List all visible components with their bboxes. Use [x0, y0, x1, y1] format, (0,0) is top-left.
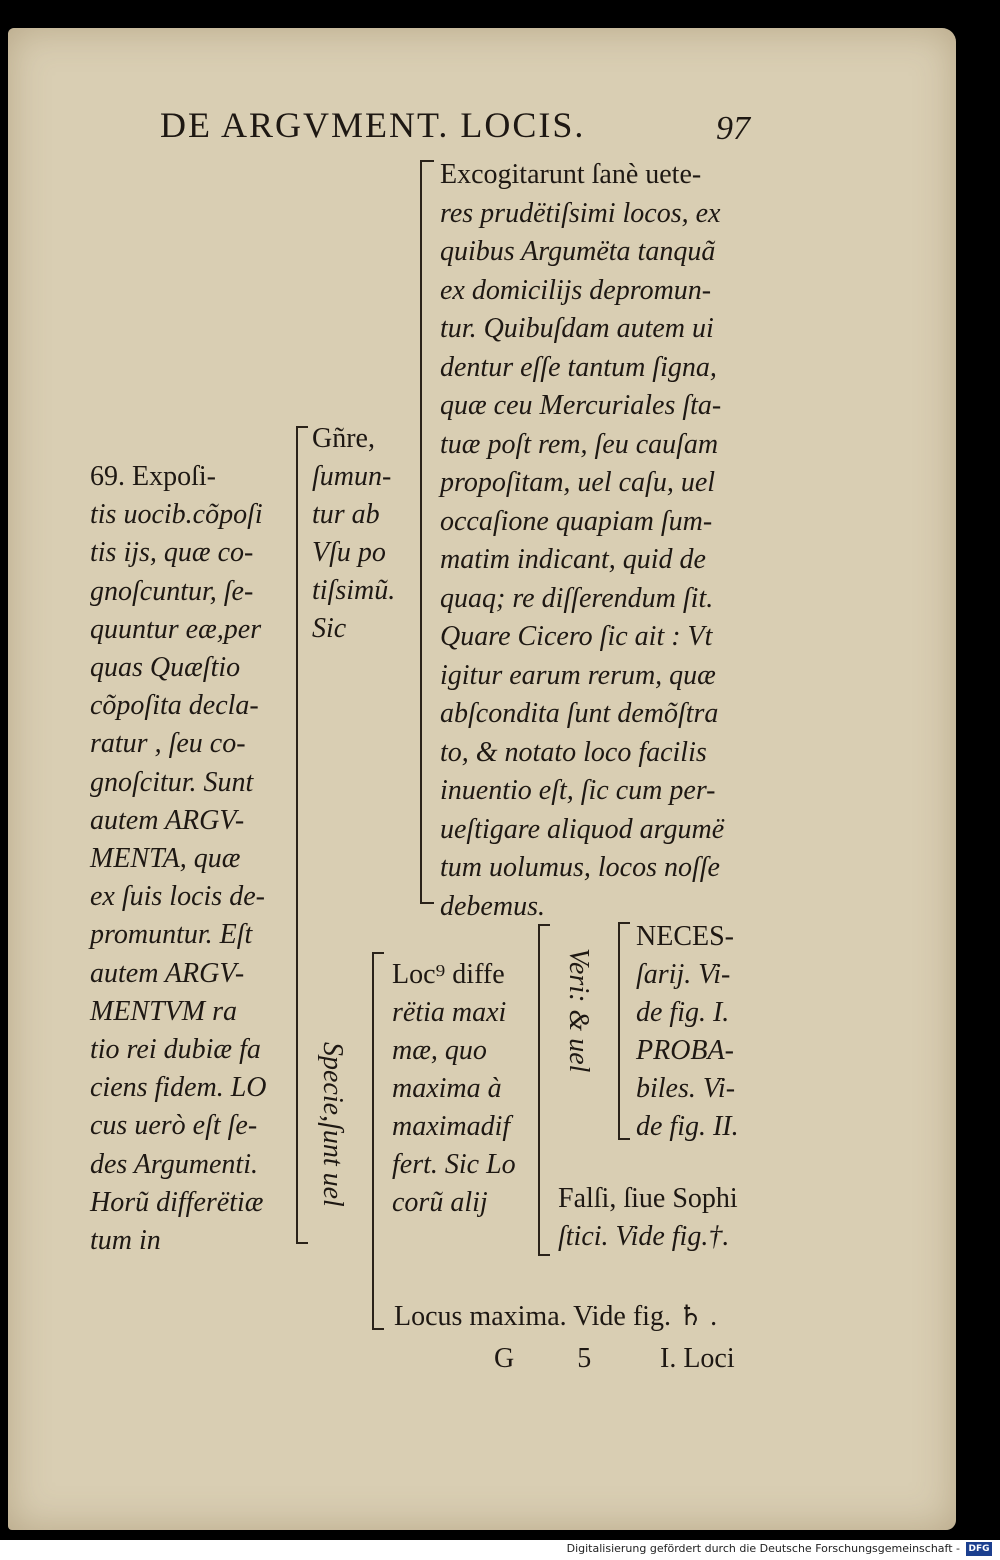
- right-column-line: ueſtigare aliquod argumë: [440, 813, 725, 845]
- running-head: DE ARGVMENT. LOCIS.: [160, 105, 586, 145]
- left-column-line: MENTVM ra: [90, 995, 237, 1027]
- left-column-line: tum in: [90, 1225, 161, 1256]
- right-column-line: quaq; re diſſerendum ſit.: [440, 582, 714, 614]
- genere-column-line: ſumun-: [312, 461, 392, 492]
- left-column-line: promuntur. Eſt: [90, 919, 253, 951]
- right-column-line: dentur eſſe tantum ſigna,: [440, 351, 717, 383]
- left-column-line: MENTA, quæ: [90, 843, 241, 874]
- right-column-line: tuæ poſt rem, ſeu cauſam: [440, 428, 719, 460]
- left-column-line: gnoſcitur. Sunt: [90, 766, 254, 798]
- genere-column-line: Sic: [312, 613, 347, 644]
- right-column-line: to, & notato loco facilis: [440, 736, 707, 768]
- loci-differentia-line: corũ alij: [392, 1187, 488, 1218]
- falsi-line: ſtici. Vide fig.†.: [558, 1221, 730, 1252]
- right-column-line: quibus Argumëta tanquã: [440, 236, 716, 267]
- right-column-line: tum uolumus, locos noſſe: [440, 852, 720, 883]
- left-column-line: gnoſcuntur, ſe-: [90, 575, 254, 607]
- left-column-line: tio rei dubiæ fa: [90, 1034, 261, 1065]
- right-column-line: occaſione quapiam ſum-: [440, 505, 713, 537]
- locus-maxima: [394, 1298, 717, 1336]
- genere-column-line: tiſsimũ.: [312, 575, 396, 606]
- loci-differentia-line: mæ, quo: [392, 1035, 487, 1066]
- locus-maxima-label: Locus maxima. Vide fig.: [394, 1301, 671, 1332]
- necessarii-line: PROBA-: [636, 1035, 734, 1066]
- right-column-line: igitur earum rerum, quæ: [440, 659, 716, 691]
- left-column-line: autem ARGV-: [90, 957, 245, 989]
- right-column-line: abſcondita ſunt demõſtra: [440, 698, 719, 729]
- symbol-glyph: ♄ .: [677, 1301, 718, 1332]
- bracket-veri: [538, 924, 550, 1256]
- bracket-specie: [372, 952, 384, 1330]
- catchword: I. Loci: [660, 1343, 735, 1374]
- left-column-line: des Argumenti.: [90, 1148, 258, 1180]
- specie-label: Specie,ſunt uel: [317, 1042, 348, 1207]
- left-column-line: 69. Expoſi-: [90, 461, 216, 492]
- right-column-line: inuentio eſt, ſic cum per-: [440, 775, 716, 806]
- right-column-line: ex domicilijs depromun-: [440, 274, 712, 306]
- left-column-line: tis uocib.cõpoſi: [90, 499, 263, 531]
- left-column-line: Horũ differëtiæ: [90, 1186, 264, 1218]
- left-column-line: ratur , ſeu co-: [90, 728, 246, 760]
- necessarii-line: de fig. I.: [636, 997, 730, 1028]
- genere-column-line: tur ab: [312, 499, 380, 530]
- veri-label: Veri: & uel: [563, 948, 594, 1073]
- right-column-line: debemus.: [440, 890, 545, 922]
- genere-column-line: Vſu po: [312, 537, 386, 568]
- bracket-right-block: [420, 160, 434, 904]
- digitization-footer: [0, 1540, 1000, 1560]
- footer-credit: Digitalisierung gefördert durch die Deutsche Forschungsgemeinschaft -: [566, 1542, 960, 1555]
- loci-differentia-line: maximadif: [392, 1111, 511, 1142]
- right-column-line: quæ ceu Mercuriales ſta-: [440, 390, 722, 421]
- loci-differentia-line: maxima à: [392, 1073, 502, 1104]
- left-column-line: cus uerò eſt ſe-: [90, 1110, 258, 1142]
- necessarii-line: biles. Vi-: [636, 1073, 736, 1104]
- right-column-line: matim indicant, quid de: [440, 544, 706, 575]
- dfg-logo: DFG: [966, 1542, 992, 1556]
- left-column-line: tis ijs, quæ co-: [90, 537, 254, 569]
- necessarii-line: de fig. II.: [636, 1111, 739, 1142]
- falsi-line: Falſi, ſiue Sophi: [558, 1183, 738, 1214]
- right-column-line: propoſitam, uel caſu, uel: [440, 467, 716, 498]
- necessarii-line: ſarij. Vi-: [636, 959, 731, 990]
- loci-differentia-line: Loc⁹ diffe: [392, 959, 505, 990]
- left-column-line: ciens fidem. LO: [90, 1072, 267, 1104]
- left-column-line: autem ARGV-: [90, 804, 245, 836]
- right-column-line: res prudëtiſsimi locos, ex: [440, 197, 721, 229]
- genere-column-line: Gñre,: [312, 423, 375, 454]
- right-column-line: Quare Cicero ſic ait : Vt: [440, 621, 713, 652]
- loci-differentia-line: fert. Sic Lo: [392, 1149, 516, 1180]
- right-column-line: Excogitarunt ſanè uete-: [440, 159, 702, 190]
- bracket-necessarii: [618, 922, 630, 1140]
- left-column-line: ex ſuis locis de-: [90, 881, 265, 913]
- left-column-line: cõpoſita decla-: [90, 690, 259, 722]
- left-column-line: quuntur eæ,per: [90, 613, 262, 645]
- right-column-line: tur. Quibuſdam autem ui: [440, 313, 714, 344]
- loci-differentia-line: rëtia maxi: [392, 997, 507, 1028]
- left-column-line: quas Quæſtio: [90, 652, 241, 683]
- page-number: 97: [716, 110, 750, 147]
- necessarii-line: NECES-: [636, 921, 734, 952]
- bracket-genere: [296, 426, 308, 1244]
- signature-mark: G 5: [494, 1343, 620, 1374]
